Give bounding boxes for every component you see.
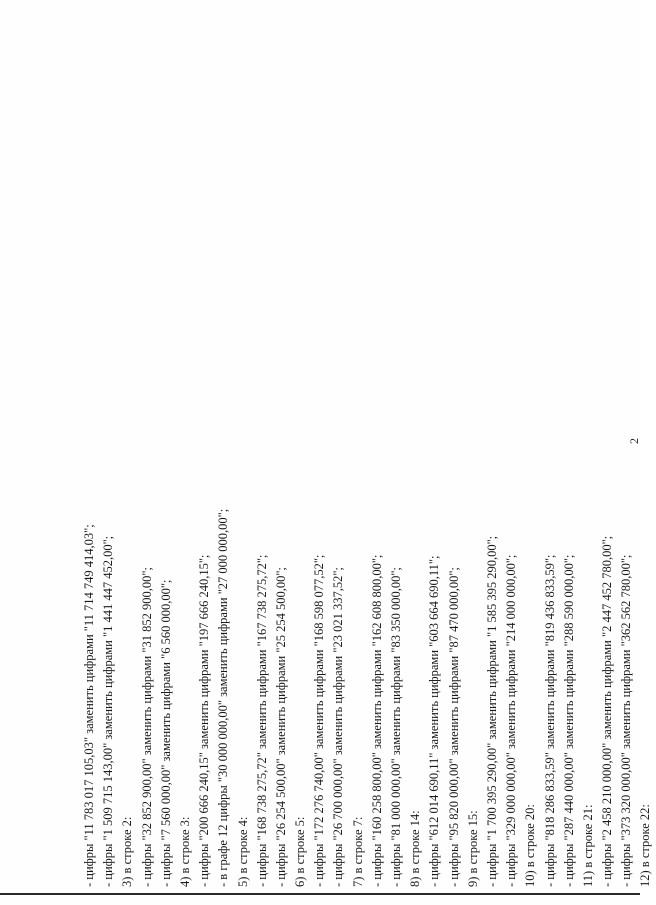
text-line: - цифры "26 254 500,00" заменить цифрами "25 254 500,00"; xyxy=(273,567,288,887)
text-line: - цифры "26 700 000,00" заменить цифрами "23 021 337,52"; xyxy=(331,567,346,887)
text-line: 4) в строке 3: xyxy=(177,816,192,887)
text-line: - цифры "329 000 000,00" заменить цифрами "214 000 000,00"; xyxy=(504,554,519,887)
text-line: 6) в строке 5: xyxy=(293,816,308,887)
text-line: - цифры "200 666 240,15" заменить цифрами "197 666 240,15"; xyxy=(197,554,212,887)
text-line: - цифры "95 820 000,00" заменить цифрами "87 470 000,00"; xyxy=(446,567,461,887)
text-line: 7) в строке 7: xyxy=(350,816,365,887)
text-line: - цифры "1 700 395 290,00" заменить цифрами "1 585 395 290,00"; xyxy=(484,535,499,887)
text-line: - цифры "818 286 833,59" заменить цифрами "819 436 833,59"; xyxy=(542,554,557,887)
text-line: - цифры "287 440 000,00" заменить цифрами "288 590 000,00"; xyxy=(561,554,576,887)
text-line: - цифры "172 276 740,00" заменить цифрами "168 598 077,52"; xyxy=(312,554,327,887)
text-line: 10) в строке 20: xyxy=(523,804,538,887)
text-line: - цифры "2 458 210 000,00" заменить цифрами "2 447 452 780,00"; xyxy=(600,535,615,887)
text-line: - цифры "32 852 900,00" заменить цифрами "31 852 900,00"; xyxy=(139,567,154,887)
text-line: - цифры "373 320 000,00" заменить цифрами "362 562 780,00"; xyxy=(619,554,634,887)
text-line: 11) в строке 21: xyxy=(580,804,595,887)
text-line: 9) в строке 15: xyxy=(465,810,480,887)
text-line: - цифры "160 258 800,00" заменить цифрами "162 608 800,00"; xyxy=(369,554,384,887)
text-line: 3) в строке 2: xyxy=(120,816,135,887)
amendment-text-block xyxy=(80,347,656,887)
page-bottom-rule xyxy=(0,893,640,895)
text-line: - цифры "1 509 715 143,00" заменить цифрами "1 441 447 452,00"; xyxy=(101,535,116,887)
text-line: - цифры "7 560 000,00" заменить цифрами "6 560 000,00"; xyxy=(158,579,173,887)
text-line: - в графе 12 цифры "30 000 000,00" заменить цифрами "27 000 000,00"; xyxy=(216,508,231,887)
text-line: - цифры "81 000 000,00" заменить цифрами "83 350 000,00"; xyxy=(389,567,403,887)
page-number: 2 xyxy=(627,438,641,444)
text-line: - цифры "11 783 017 105,03" заменить цифрами "11 714 749 414,03"; xyxy=(82,524,96,887)
text-line: - цифры "612 014 690,11" заменить цифрами "603 664 690,11"; xyxy=(427,555,442,887)
text-line: 12) в строке 22: xyxy=(638,804,653,887)
text-line: 5) в строке 4: xyxy=(235,816,250,887)
text-line: - цифры "168 738 275,72" заменить цифрами "167 738 275,72"; xyxy=(254,554,269,887)
text-line: 8) в строке 14: xyxy=(408,810,423,887)
